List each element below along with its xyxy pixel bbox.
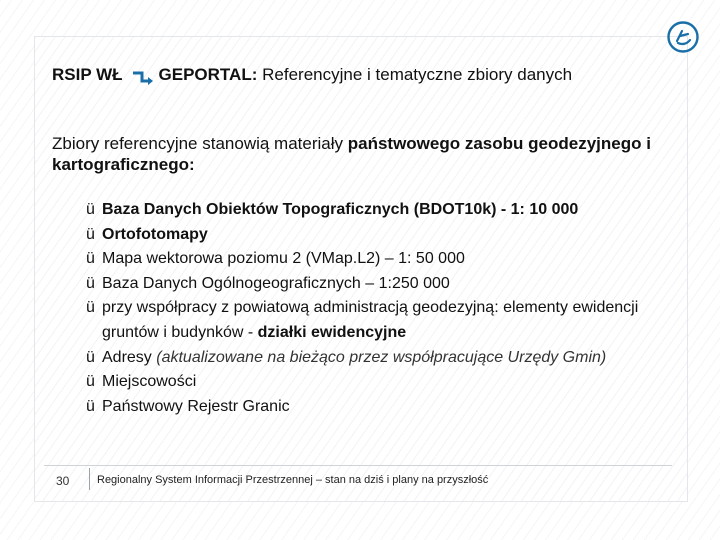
title-geoportal: GEPORTAL: [158,65,258,84]
page-number: 30 [56,474,70,488]
title-subtitle: Referencyjne i tematyczne zbiory danych [262,65,573,84]
intro-paragraph [52,133,652,175]
logo-icon [666,20,700,54]
list-item: ü Baza Danych Ogólnogeograficznych – 1:250 000 [86,272,676,297]
intro-bold: państwowego zasobu geodezyjnego i kartograficznego: [52,134,651,174]
footer-divider [44,465,672,466]
list-item: ü Baza Danych Obiektów Topograficznych (BDOT10k) - 1: 10 000 [86,198,676,223]
title-rsip: RSIP WŁ [52,65,123,84]
footer-separator [89,468,90,490]
check-icon: ü [86,373,95,391]
list-item: ü Państwowy Rejestr Granic [86,395,676,420]
check-icon: ü [86,348,95,366]
intro-normal: Zbiory referencyjne stanowią materiały [52,134,348,153]
footer-text: Regionalny System Informacji Przestrzennej – stan na dziś i plany na przyszłość [97,474,489,486]
list-item: ü przy współpracy z powiatową administracją geodezyjną: elementy ewidencji gruntów i budynków - działki ewidencyjne [86,296,662,345]
dataset-list [86,198,676,419]
check-icon: ü [86,299,95,317]
check-icon: ü [86,250,95,268]
check-icon: ü [86,397,95,415]
list-item: ü Ortofotomapy [86,223,676,248]
slide-title [52,65,572,85]
list-item: ü Adresy (aktualizowane na bieżąco przez współpracujące Urzędy Gmin) [86,346,676,371]
check-icon: ü [86,225,95,243]
list-item: ü Mapa wektorowa poziomu 2 (VMap.L2) – 1: 50 000 [86,247,676,272]
arrow-icon [131,65,155,85]
check-icon: ü [86,201,95,218]
list-item: ü Miejscowości [86,370,676,395]
check-icon: ü [86,274,95,292]
